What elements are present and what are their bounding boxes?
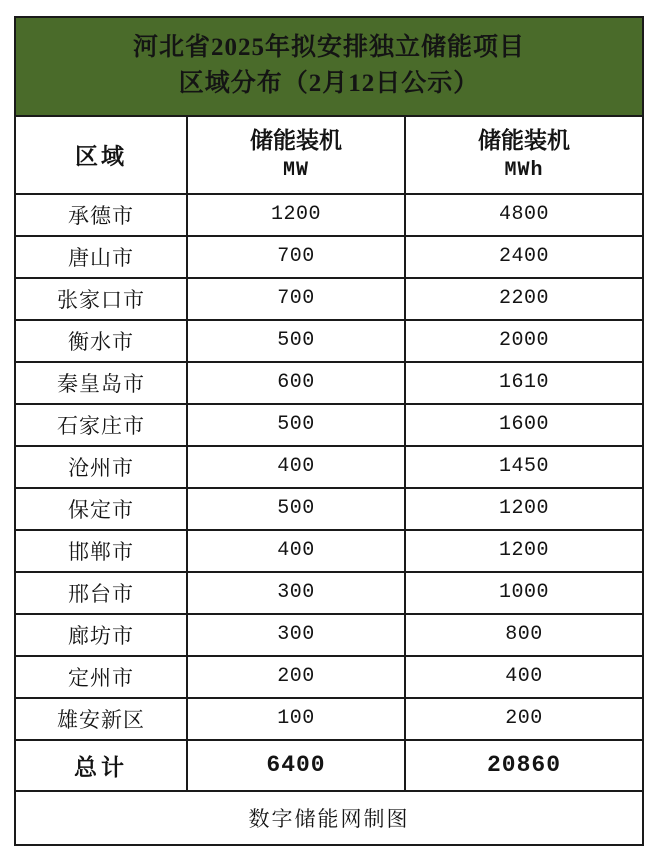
row-region: 保定市 bbox=[15, 488, 187, 530]
row-mwh: 200 bbox=[405, 698, 643, 740]
table-row bbox=[15, 278, 643, 320]
storage-projects-table bbox=[14, 16, 644, 846]
column-header-mwh-unit: MWh bbox=[504, 158, 544, 182]
column-header-mwh-label: 储能装机 bbox=[478, 128, 570, 153]
row-mw: 700 bbox=[187, 236, 405, 278]
row-region: 沧州市 bbox=[15, 446, 187, 488]
table-row bbox=[15, 572, 643, 614]
row-mw: 700 bbox=[187, 278, 405, 320]
total-label: 总计 bbox=[15, 740, 187, 791]
row-mwh: 1200 bbox=[405, 530, 643, 572]
table-row bbox=[15, 488, 643, 530]
row-mw: 500 bbox=[187, 488, 405, 530]
table-row bbox=[15, 404, 643, 446]
row-mwh: 1200 bbox=[405, 488, 643, 530]
row-region: 张家口市 bbox=[15, 278, 187, 320]
row-mw: 100 bbox=[187, 698, 405, 740]
title-row bbox=[15, 17, 643, 116]
row-mwh: 1000 bbox=[405, 572, 643, 614]
row-region: 定州市 bbox=[15, 656, 187, 698]
row-region: 承德市 bbox=[15, 194, 187, 236]
row-mw: 500 bbox=[187, 320, 405, 362]
row-region: 秦皇岛市 bbox=[15, 362, 187, 404]
page-title bbox=[15, 17, 643, 116]
table-body bbox=[15, 17, 643, 845]
title-line-1: 河北省2025年拟安排独立储能项目 bbox=[133, 34, 526, 61]
row-region: 邯郸市 bbox=[15, 530, 187, 572]
table-row bbox=[15, 236, 643, 278]
row-mwh: 2400 bbox=[405, 236, 643, 278]
row-mw: 200 bbox=[187, 656, 405, 698]
row-mw: 300 bbox=[187, 614, 405, 656]
row-mw: 1200 bbox=[187, 194, 405, 236]
total-mwh: 20860 bbox=[405, 740, 643, 791]
row-mwh: 1600 bbox=[405, 404, 643, 446]
table-row bbox=[15, 194, 643, 236]
row-mwh: 1610 bbox=[405, 362, 643, 404]
table-row bbox=[15, 614, 643, 656]
source-credit: 数字储能网制图 bbox=[15, 791, 643, 845]
row-mwh: 400 bbox=[405, 656, 643, 698]
row-mwh: 4800 bbox=[405, 194, 643, 236]
title-line-2: 区域分布（2月12日公示） bbox=[178, 69, 480, 97]
column-header-mw-unit: MW bbox=[282, 158, 309, 182]
row-region: 石家庄市 bbox=[15, 404, 187, 446]
row-mw: 400 bbox=[187, 530, 405, 572]
total-mw: 6400 bbox=[187, 740, 405, 791]
row-mwh: 2000 bbox=[405, 320, 643, 362]
column-header-mw bbox=[187, 116, 405, 194]
row-region: 廊坊市 bbox=[15, 614, 187, 656]
table-row bbox=[15, 362, 643, 404]
row-mw: 500 bbox=[187, 404, 405, 446]
table-row bbox=[15, 320, 643, 362]
table-row bbox=[15, 530, 643, 572]
table-row-highlighted bbox=[15, 446, 643, 488]
row-region: 衡水市 bbox=[15, 320, 187, 362]
table-row bbox=[15, 698, 643, 740]
footer-row bbox=[15, 791, 643, 845]
row-mw: 300 bbox=[187, 572, 405, 614]
row-region: 邢台市 bbox=[15, 572, 187, 614]
header-row bbox=[15, 116, 643, 194]
row-mw: 400 bbox=[187, 446, 405, 488]
row-mwh: 2200 bbox=[405, 278, 643, 320]
total-row bbox=[15, 740, 643, 791]
column-header-mw-label: 储能装机 bbox=[250, 128, 342, 153]
column-header-region: 区域 bbox=[15, 116, 187, 194]
row-mw: 600 bbox=[187, 362, 405, 404]
column-header-mwh bbox=[405, 116, 643, 194]
row-region: 雄安新区 bbox=[15, 698, 187, 740]
row-mwh: 1450 bbox=[405, 446, 643, 488]
row-mwh: 800 bbox=[405, 614, 643, 656]
table-row bbox=[15, 656, 643, 698]
row-region: 唐山市 bbox=[15, 236, 187, 278]
